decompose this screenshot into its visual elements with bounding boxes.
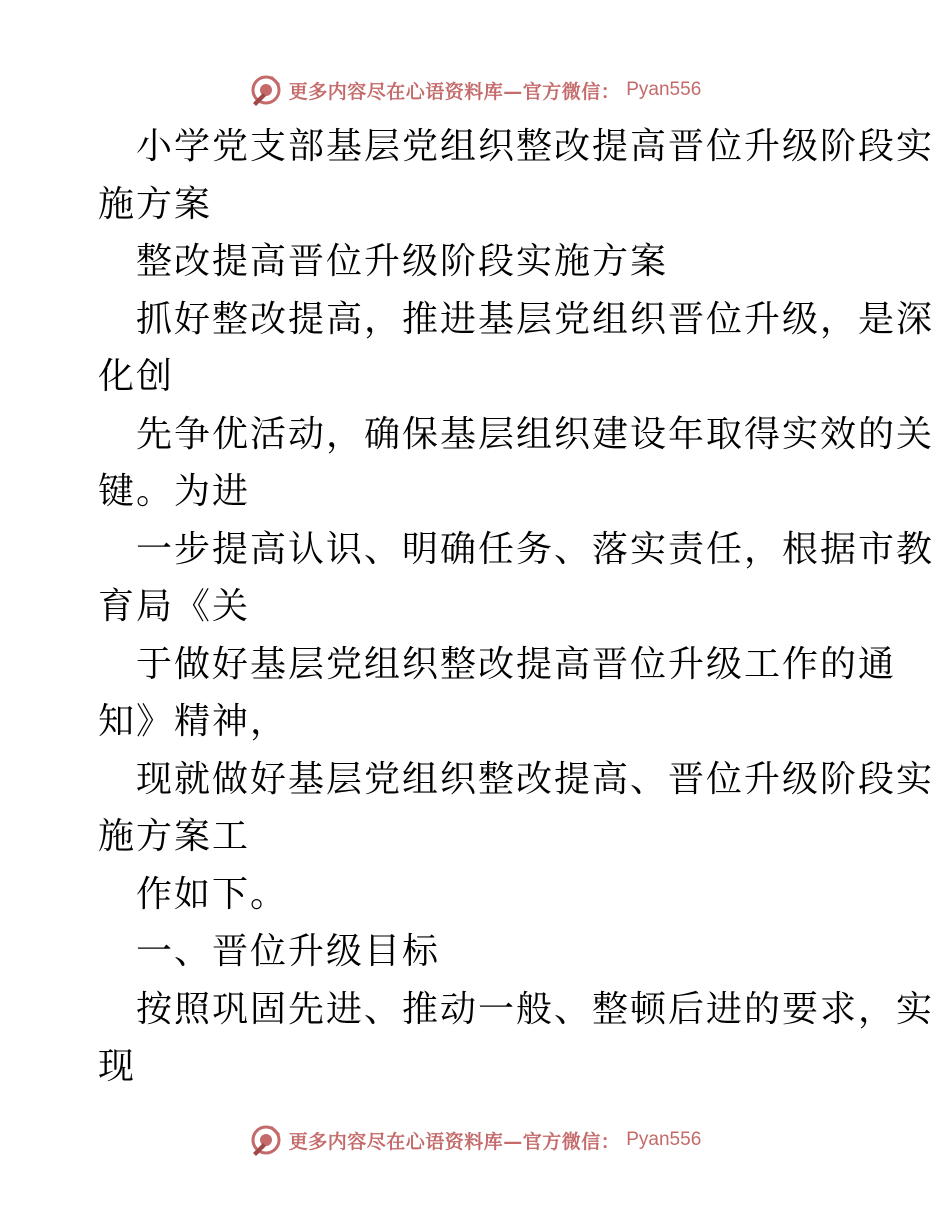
- text-line: 整改提高晋位升级阶段实施方案: [136, 241, 669, 282]
- text-line: 施方案: [98, 183, 213, 225]
- text-line: 施方案工: [98, 816, 251, 857]
- text-line: 一步提高认识、明确任务、落实责任，根据市教: [136, 528, 935, 570]
- text-line: 键。为进: [98, 471, 251, 512]
- text-line: 育局《关: [98, 586, 251, 627]
- text-line: 一、晋位升级目标: [136, 931, 441, 972]
- text-line: 现: [98, 1046, 137, 1087]
- watermark-text: 更多内容尽在心语资料库—官方微信：: [288, 80, 621, 103]
- watermark-id: Pyan556: [626, 79, 702, 100]
- watermark-footer: [0, 1120, 950, 1160]
- text-line: 小学党支部基层党组织整改提高晋位升级阶段实: [136, 126, 935, 167]
- text-line: 作如下。: [136, 873, 289, 915]
- text-line: 抓好整改提高，推进基层党组织晋位升级，是深: [136, 298, 935, 340]
- watermark-header: [0, 70, 950, 110]
- text-line: 知》精神，: [98, 701, 289, 742]
- text-line: 先争优活动，确保基层组织建设年取得实效的关: [136, 413, 935, 455]
- text-line: 化创: [98, 356, 175, 397]
- pen-logo-icon: [249, 1123, 283, 1157]
- watermark-text: 更多内容尽在心语资料库—官方微信：: [288, 1130, 621, 1153]
- document-body: [98, 118, 935, 1096]
- text-line: 现就做好基层党组织整改提高、晋位升级阶段实: [136, 758, 935, 800]
- watermark-id: Pyan556: [626, 1129, 702, 1150]
- text-line: 按照巩固先进、推动一般、整顿后进的要求，实: [136, 988, 935, 1030]
- pen-logo-icon: [249, 73, 283, 107]
- text-line: 于做好基层党组织整改提高晋位升级工作的通: [136, 643, 897, 685]
